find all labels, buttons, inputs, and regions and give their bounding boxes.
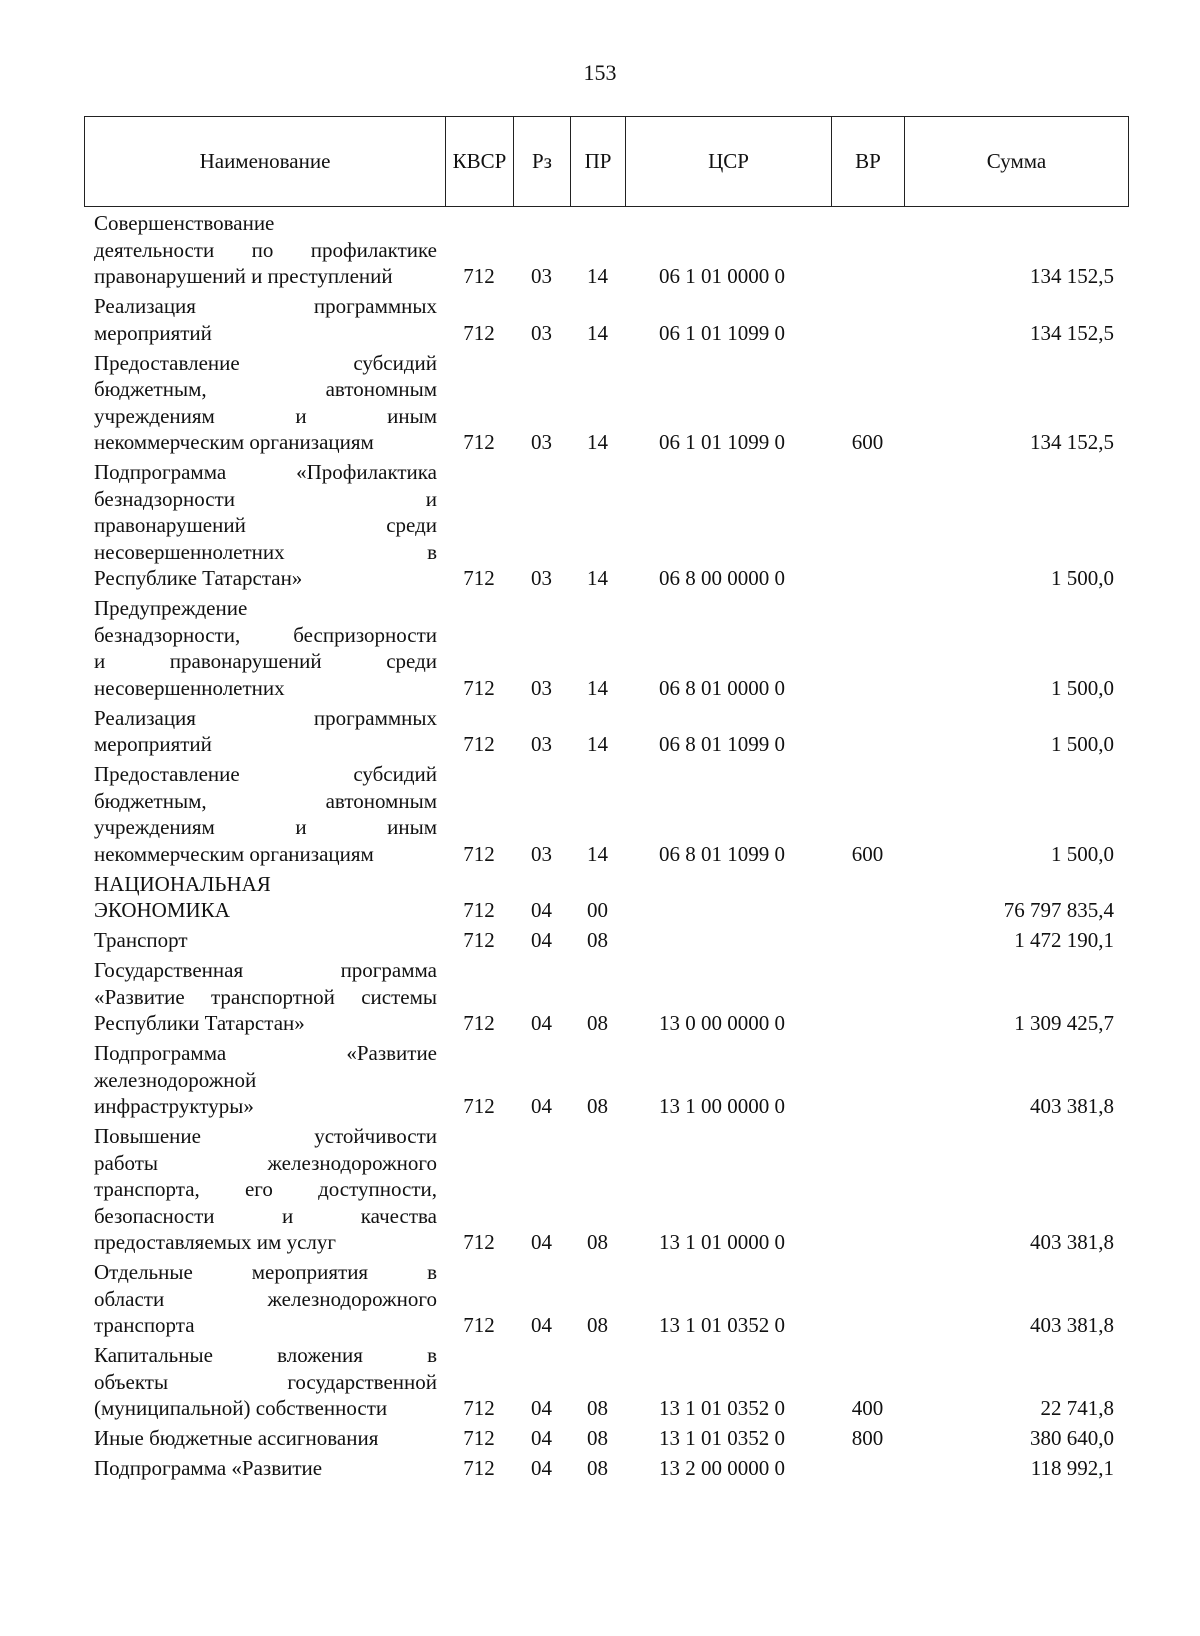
budget-table bbox=[84, 210, 1128, 1485]
row-name-line: безопасности и качества bbox=[94, 1203, 437, 1228]
row-rz: 04 bbox=[531, 1313, 552, 1337]
table-row bbox=[84, 210, 1128, 293]
row-kvsr: 712 bbox=[463, 1094, 495, 1118]
row-csr: 06 8 01 1099 0 bbox=[659, 732, 785, 756]
row-csr: 06 1 01 1099 0 bbox=[659, 430, 785, 454]
row-csr: 06 1 01 1099 0 bbox=[659, 320, 785, 345]
row-rz: 03 bbox=[531, 430, 552, 454]
page-number: 153 bbox=[583, 60, 617, 85]
table-row bbox=[84, 1342, 1128, 1425]
row-rz: 04 bbox=[531, 1094, 552, 1118]
row-name-line: некоммерческим организациям bbox=[94, 430, 374, 454]
row-name bbox=[84, 210, 445, 293]
row-name-line: несовершеннолетних в bbox=[94, 539, 437, 564]
row-sum: 403 381,8 bbox=[1030, 1230, 1114, 1254]
row-csr: 13 1 00 0000 0 bbox=[659, 1094, 785, 1118]
row-vr bbox=[831, 1455, 904, 1485]
row-kvsr: 712 bbox=[463, 1011, 495, 1035]
row-vr bbox=[831, 293, 904, 350]
row-name-line: Капитальные вложения в bbox=[94, 1343, 437, 1367]
row-vr bbox=[831, 1259, 904, 1342]
row-kvsr: 712 bbox=[463, 928, 495, 952]
row-vr: 600 bbox=[851, 430, 884, 454]
row-kvsr: 712 bbox=[463, 1313, 495, 1337]
row-name-line: Республики Татарстан» bbox=[94, 1011, 305, 1035]
row-name-line: безнадзорности, беспризорности bbox=[94, 622, 437, 647]
row-kvsr: 712 bbox=[463, 1230, 495, 1254]
row-pr: 08 bbox=[587, 1313, 608, 1337]
row-name bbox=[84, 459, 445, 595]
table-row bbox=[84, 293, 1128, 350]
row-name-line: Повышение устойчивости bbox=[94, 1124, 437, 1148]
row-csr: 13 1 01 0352 0 bbox=[659, 1426, 785, 1450]
row-pr: 14 bbox=[587, 732, 608, 756]
row-sum: 76 797 835,4 bbox=[1003, 898, 1114, 922]
row-pr: 08 bbox=[587, 1230, 608, 1254]
header-sum: Сумма bbox=[905, 117, 1129, 207]
row-name-line: мероприятий bbox=[94, 732, 212, 756]
row-pr: 14 bbox=[587, 264, 608, 288]
row-kvsr: 712 bbox=[463, 264, 495, 288]
row-name bbox=[84, 1259, 445, 1342]
header-rz: Рз bbox=[514, 117, 571, 207]
row-sum: 1 309 425,7 bbox=[1014, 1011, 1114, 1035]
row-vr bbox=[831, 1040, 904, 1123]
row-rz: 03 bbox=[531, 732, 552, 756]
row-name bbox=[84, 1455, 445, 1485]
row-rz: 04 bbox=[531, 898, 552, 922]
budget-table-body bbox=[84, 210, 1128, 1485]
row-kvsr: 712 bbox=[463, 1456, 495, 1480]
row-name-line: Совершенствование bbox=[94, 211, 275, 235]
row-name-line: бюджетным, автономным bbox=[94, 377, 437, 401]
row-name-line: Реализация программных bbox=[94, 294, 437, 318]
row-rz: 03 bbox=[531, 566, 552, 590]
table-row bbox=[84, 927, 1128, 957]
row-pr: 14 bbox=[587, 675, 608, 700]
row-csr: 13 2 00 0000 0 bbox=[659, 1456, 785, 1480]
row-name-line: работы железнодорожного bbox=[94, 1150, 437, 1175]
row-csr: 13 1 01 0352 0 bbox=[659, 1396, 785, 1420]
table-row bbox=[84, 459, 1128, 595]
row-sum: 403 381,8 bbox=[1030, 1313, 1114, 1337]
row-kvsr: 712 bbox=[463, 1426, 495, 1450]
row-name-line: железнодорожной bbox=[94, 1067, 257, 1092]
row-name-line: учреждениям и иным bbox=[94, 815, 437, 839]
row-name bbox=[84, 1425, 445, 1455]
row-rz: 04 bbox=[531, 1230, 552, 1254]
row-pr: 08 bbox=[587, 1456, 608, 1480]
row-rz: 03 bbox=[531, 264, 552, 288]
row-name-line: несовершеннолетних bbox=[94, 675, 285, 700]
row-name bbox=[84, 871, 445, 928]
row-name bbox=[84, 1040, 445, 1123]
row-kvsr: 712 bbox=[463, 320, 495, 345]
row-name bbox=[84, 350, 445, 460]
row-rz: 04 bbox=[531, 1456, 552, 1480]
row-name-line: Государственная программа bbox=[94, 958, 437, 982]
row-pr: 08 bbox=[587, 1011, 608, 1035]
row-name-line: Предоставление субсидий bbox=[94, 350, 437, 375]
row-name-line: Иные бюджетные ассигнования bbox=[94, 1426, 379, 1450]
row-sum: 1 472 190,1 bbox=[1014, 928, 1114, 952]
row-vr bbox=[831, 927, 904, 957]
row-vr: 400 bbox=[851, 1396, 884, 1420]
table-row bbox=[84, 1123, 1128, 1259]
table-row bbox=[84, 1259, 1128, 1342]
row-pr: 14 bbox=[587, 566, 608, 590]
row-rz: 03 bbox=[531, 320, 552, 345]
row-csr: 06 8 00 0000 0 bbox=[659, 566, 785, 590]
row-name bbox=[84, 761, 445, 871]
header-kvsr: КВСР bbox=[446, 117, 514, 207]
row-vr bbox=[831, 459, 904, 595]
row-name-line: ЭКОНОМИКА bbox=[94, 898, 230, 922]
row-vr bbox=[831, 871, 904, 928]
row-name-line: учреждениям и иным bbox=[94, 403, 437, 428]
row-sum: 1 500,0 bbox=[1051, 841, 1114, 866]
row-vr bbox=[831, 1123, 904, 1259]
row-name-line: транспорта, его доступности, bbox=[94, 1177, 437, 1201]
row-name-line: правонарушений и преступлений bbox=[94, 264, 393, 288]
row-pr: 14 bbox=[587, 320, 608, 345]
row-name-line: объекты государственной bbox=[94, 1369, 437, 1394]
row-name-line: «Развитие транспортной системы bbox=[94, 984, 437, 1009]
row-name-line: правонарушений среди bbox=[94, 513, 437, 537]
row-name bbox=[84, 705, 445, 762]
row-vr bbox=[831, 705, 904, 762]
row-kvsr: 712 bbox=[463, 430, 495, 454]
table-row bbox=[84, 1425, 1128, 1455]
table-row bbox=[84, 957, 1128, 1040]
row-sum: 1 500,0 bbox=[1051, 732, 1114, 756]
row-pr: 08 bbox=[587, 1094, 608, 1118]
row-sum: 118 992,1 bbox=[1030, 1456, 1114, 1480]
row-name-line: Подпрограмма «Развитие bbox=[94, 1456, 323, 1480]
row-name-line: безнадзорности и bbox=[94, 486, 437, 511]
table-row bbox=[84, 761, 1128, 871]
row-vr bbox=[831, 595, 904, 705]
row-name bbox=[84, 1123, 445, 1259]
row-kvsr: 712 bbox=[463, 675, 495, 700]
row-kvsr: 712 bbox=[463, 732, 495, 756]
row-csr: 06 1 01 0000 0 bbox=[659, 264, 785, 288]
row-csr: 13 1 01 0000 0 bbox=[659, 1230, 785, 1254]
row-rz: 04 bbox=[531, 1426, 552, 1450]
row-sum: 380 640,0 bbox=[1030, 1426, 1114, 1450]
row-pr: 14 bbox=[587, 841, 608, 866]
row-pr: 00 bbox=[587, 898, 608, 922]
header-name: Наименование bbox=[85, 117, 446, 207]
row-kvsr: 712 bbox=[463, 566, 495, 590]
table-row bbox=[84, 350, 1128, 460]
row-rz: 03 bbox=[531, 675, 552, 700]
row-csr bbox=[625, 927, 831, 957]
row-vr bbox=[831, 957, 904, 1040]
row-rz: 04 bbox=[531, 1396, 552, 1420]
row-pr: 08 bbox=[587, 1426, 608, 1450]
row-name-line: Транспорт bbox=[94, 928, 188, 952]
row-name-line: Предоставление субсидий bbox=[94, 762, 437, 786]
table-row bbox=[84, 1040, 1128, 1123]
row-rz: 03 bbox=[531, 841, 552, 866]
header-csr: ЦСР bbox=[626, 117, 832, 207]
row-name-line: инфраструктуры» bbox=[94, 1094, 254, 1118]
row-rz: 04 bbox=[531, 928, 552, 952]
row-name-line: Республике Татарстан» bbox=[94, 566, 303, 590]
row-rz: 04 bbox=[531, 1011, 552, 1035]
row-name-line: мероприятий bbox=[94, 320, 212, 345]
row-name-line: Реализация программных bbox=[94, 705, 437, 730]
row-vr: 600 bbox=[851, 841, 884, 866]
row-name-line: области железнодорожного bbox=[94, 1286, 437, 1311]
row-name-line: Подпрограмма «Профилактика bbox=[94, 460, 437, 484]
row-pr: 08 bbox=[587, 1396, 608, 1420]
row-name bbox=[84, 1342, 445, 1425]
row-name-line: (муниципальной) собственности bbox=[94, 1396, 388, 1420]
row-sum: 403 381,8 bbox=[1030, 1094, 1114, 1118]
row-kvsr: 712 bbox=[463, 1396, 495, 1420]
row-name-line: и правонарушений среди bbox=[94, 649, 437, 673]
row-name bbox=[84, 957, 445, 1040]
row-name bbox=[84, 595, 445, 705]
row-name-line: предоставляемых им услуг bbox=[94, 1230, 337, 1254]
row-sum: 1 500,0 bbox=[1051, 566, 1114, 590]
row-sum: 22 741,8 bbox=[1040, 1396, 1114, 1420]
table-row bbox=[84, 871, 1128, 928]
row-name-line: некоммерческим организациям bbox=[94, 841, 374, 866]
row-name-line: НАЦИОНАЛЬНАЯ bbox=[94, 871, 271, 896]
row-name-line: Предупреждение bbox=[94, 596, 248, 620]
table-row bbox=[84, 705, 1128, 762]
table-row bbox=[84, 1455, 1128, 1485]
row-csr: 13 0 00 0000 0 bbox=[659, 1011, 785, 1035]
row-vr: 800 bbox=[851, 1426, 884, 1450]
row-name bbox=[84, 927, 445, 957]
row-name-line: Отдельные мероприятия в bbox=[94, 1260, 437, 1284]
row-pr: 08 bbox=[587, 928, 608, 952]
row-kvsr: 712 bbox=[463, 841, 495, 866]
row-sum: 1 500,0 bbox=[1051, 675, 1114, 700]
row-name bbox=[84, 293, 445, 350]
row-csr: 06 8 01 0000 0 bbox=[659, 675, 785, 700]
row-name-line: Подпрограмма «Развитие bbox=[94, 1041, 437, 1065]
row-vr bbox=[831, 210, 904, 293]
row-name-line: бюджетным, автономным bbox=[94, 788, 437, 813]
row-pr: 14 bbox=[587, 430, 608, 454]
row-csr: 06 8 01 1099 0 bbox=[659, 841, 785, 866]
row-sum: 134 152,5 bbox=[1030, 264, 1114, 288]
header-pr: ПР bbox=[571, 117, 626, 207]
row-sum: 134 152,5 bbox=[1030, 320, 1114, 345]
row-name-line: деятельности по профилактике bbox=[94, 237, 437, 262]
row-kvsr: 712 bbox=[463, 898, 495, 922]
row-csr: 13 1 01 0352 0 bbox=[659, 1313, 785, 1337]
row-name-line: транспорта bbox=[94, 1313, 195, 1337]
header-vr: ВР bbox=[832, 117, 905, 207]
table-header bbox=[84, 116, 1129, 207]
table-row bbox=[84, 595, 1128, 705]
row-sum: 134 152,5 bbox=[1030, 430, 1114, 454]
row-csr bbox=[625, 871, 831, 928]
